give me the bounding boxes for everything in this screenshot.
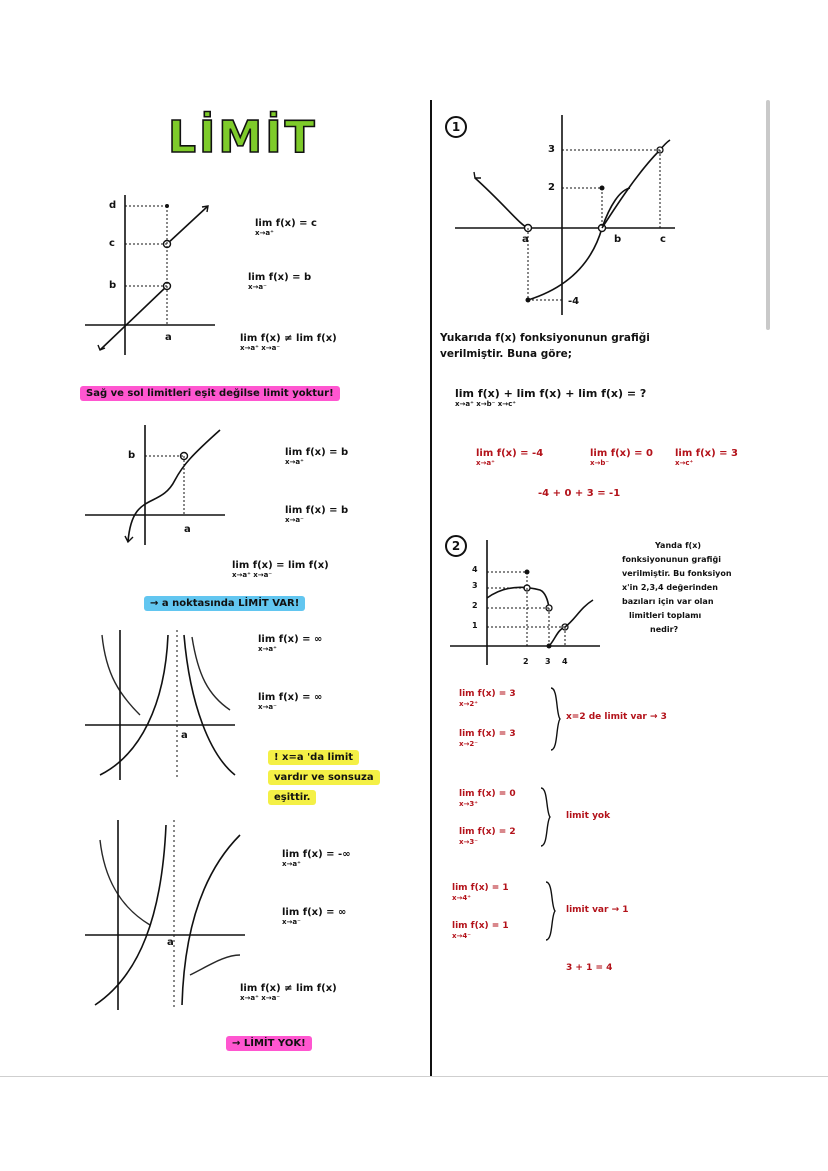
g1-tick-d: d bbox=[109, 200, 117, 211]
q2-a-result: x=2 de limit var → 3 bbox=[566, 712, 667, 722]
q2-tick-x4: 4 bbox=[562, 657, 568, 666]
note-line-1: ! x=a 'da limit bbox=[268, 750, 359, 765]
scrollbar[interactable] bbox=[766, 100, 770, 330]
g1-tick-c: c bbox=[109, 238, 115, 249]
q2-c1: lim f(x) = 1 x→4⁺ bbox=[452, 883, 509, 902]
q2-b1: lim f(x) = 0 x→3⁺ bbox=[459, 789, 516, 808]
banner-limit-var: → a noktasında LİMİT VAR! bbox=[144, 596, 305, 611]
q1-answer-3: lim f(x) = 3 x→c⁺ bbox=[675, 448, 738, 467]
question-1-graph bbox=[450, 110, 680, 320]
question-2-number: 2 bbox=[445, 535, 467, 557]
graph-4-asymptote-mixed bbox=[80, 815, 250, 1015]
q2-a2: lim f(x) = 3 x→2⁻ bbox=[459, 729, 516, 748]
q2-desc-7: nedir? bbox=[650, 625, 679, 634]
q2-tick-y2: 2 bbox=[472, 601, 478, 610]
eq-7: lim f(x) = ∞ x→a⁺ bbox=[258, 634, 323, 653]
q1-tick-c: c bbox=[660, 234, 666, 245]
g1-tick-b: b bbox=[109, 280, 117, 291]
page-bottom-edge bbox=[0, 1076, 828, 1077]
graph-2-continuous bbox=[80, 420, 230, 550]
q1-tick-3: 3 bbox=[548, 144, 555, 155]
g2-tick-a: a bbox=[184, 524, 191, 535]
brace-b bbox=[538, 786, 554, 848]
q2-tick-x2: 2 bbox=[523, 657, 529, 666]
q1-text-2: verilmiştir. Buna göre; bbox=[440, 348, 572, 360]
eq-5: lim f(x) = b x→a⁻ bbox=[285, 505, 349, 524]
page-title: LİMİT bbox=[168, 112, 318, 163]
g1-tick-a: a bbox=[165, 332, 172, 343]
q2-desc-4: x'in 2,3,4 değerinden bbox=[622, 583, 718, 592]
eq-3: lim f(x) ≠ lim f(x) x→a⁺ x→a⁻ bbox=[240, 333, 337, 352]
q2-b2: lim f(x) = 2 x→3⁻ bbox=[459, 827, 516, 846]
q2-total: 3 + 1 = 4 bbox=[566, 963, 613, 973]
eq-1: lim f(x) = c x→a⁺ bbox=[255, 218, 317, 237]
q2-desc-1: Yanda f(x) bbox=[655, 541, 702, 550]
q1-tick-neg4: -4 bbox=[568, 296, 580, 307]
q2-tick-y3: 3 bbox=[472, 581, 478, 590]
banner-limit-yok: → LİMİT YOK! bbox=[226, 1036, 312, 1051]
q2-tick-x3: 3 bbox=[545, 657, 551, 666]
brace-c bbox=[543, 880, 559, 942]
note-line-2: vardır ve sonsuza bbox=[268, 770, 380, 785]
q1-tick-b: b bbox=[614, 234, 622, 245]
q2-tick-y4: 4 bbox=[472, 565, 478, 574]
q2-desc-3: verilmiştir. Bu fonksiyon bbox=[622, 569, 732, 578]
banner-no-limit: Sağ ve sol limitleri eşit değilse limit yoktur! bbox=[80, 386, 340, 401]
question-1-number: 1 bbox=[445, 116, 467, 138]
eq-2: lim f(x) = b x→a⁻ bbox=[248, 272, 312, 291]
g4-tick-a: a bbox=[167, 937, 174, 948]
q2-desc-6: limitleri toplamı bbox=[629, 611, 702, 620]
brace-a bbox=[548, 686, 564, 752]
column-divider bbox=[430, 100, 432, 1076]
eq-6: lim f(x) = lim f(x) x→a⁺ x→a⁻ bbox=[232, 560, 329, 579]
eq-9: lim f(x) = -∞ x→a⁺ bbox=[282, 849, 351, 868]
eq-10: lim f(x) = ∞ x→a⁻ bbox=[282, 907, 347, 926]
q2-c-result: limit var → 1 bbox=[566, 905, 629, 915]
eq-8: lim f(x) = ∞ x→a⁻ bbox=[258, 692, 323, 711]
q1-sum: -4 + 0 + 3 = -1 bbox=[538, 488, 621, 499]
q2-b-result: limit yok bbox=[566, 811, 611, 821]
g2-tick-b: b bbox=[128, 450, 136, 461]
eq-11: lim f(x) ≠ lim f(x) x→a⁺ x→a⁻ bbox=[240, 983, 337, 1002]
graph-3-asymptote-inf bbox=[80, 625, 240, 785]
q1-tick-a: a bbox=[522, 234, 529, 245]
q2-desc-2: fonksiyonunun grafiği bbox=[622, 555, 721, 564]
q2-c2: lim f(x) = 1 x→4⁻ bbox=[452, 921, 509, 940]
question-2-graph bbox=[445, 530, 605, 670]
q2-a1: lim f(x) = 3 x→2⁺ bbox=[459, 689, 516, 708]
note-line-3: eşittir. bbox=[268, 790, 316, 805]
q1-text-1: Yukarıda f(x) fonksiyonunun grafiği bbox=[440, 332, 650, 344]
g3-tick-a: a bbox=[181, 730, 188, 741]
q1-tick-2: 2 bbox=[548, 182, 555, 193]
q1-answer-1: lim f(x) = -4 x→a⁺ bbox=[476, 448, 544, 467]
q2-desc-5: bazıları için var olan bbox=[622, 597, 714, 606]
eq-4: lim f(x) = b x→a⁺ bbox=[285, 447, 349, 466]
q1-question: lim f(x) + lim f(x) + lim f(x) = ? x→a⁺ x→b⁻ x→c⁺ bbox=[455, 387, 647, 409]
graph-1-jump bbox=[80, 190, 220, 360]
q2-tick-y1: 1 bbox=[472, 621, 478, 630]
q1-answer-2: lim f(x) = 0 x→b⁻ bbox=[590, 448, 653, 467]
